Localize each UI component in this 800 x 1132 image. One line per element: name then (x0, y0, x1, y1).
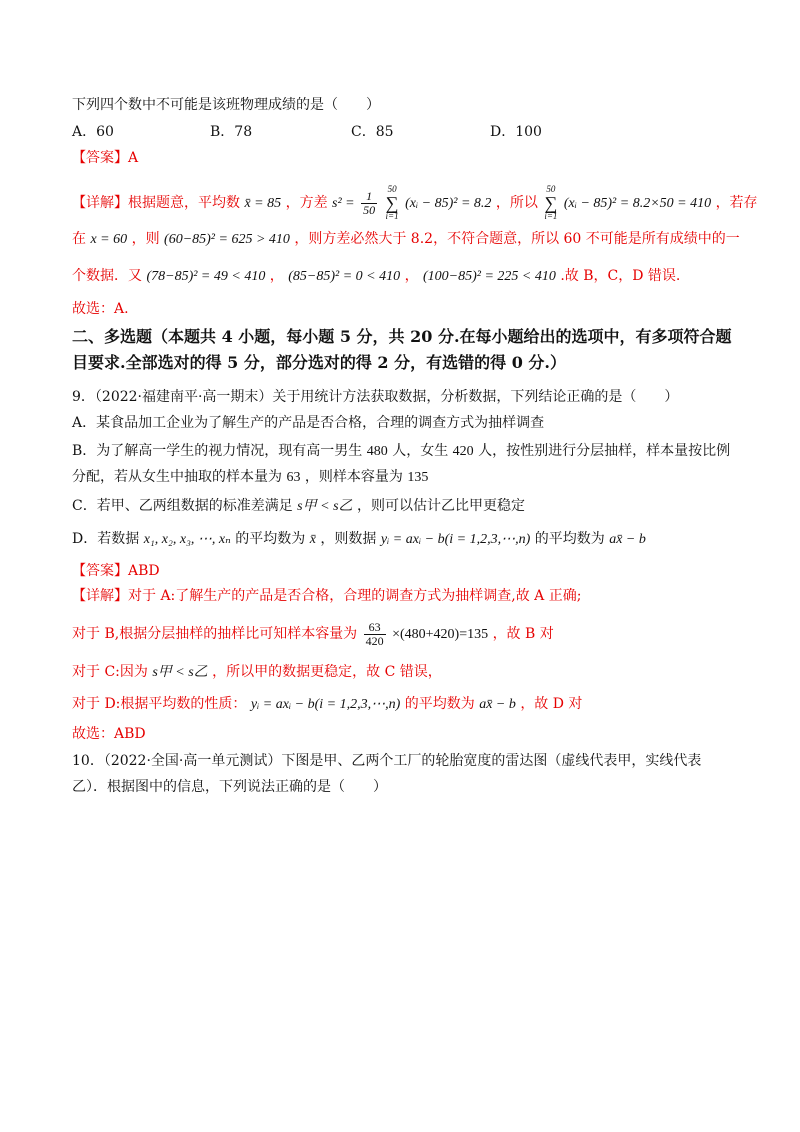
q8-detail2-text-b: ，则 (131, 231, 160, 247)
q9-optc-text-a: C．若甲、乙两组数据的标准差满足 (72, 498, 293, 514)
q8-detail2-math2: (60−85)² = 625 > 410 (164, 232, 290, 247)
q8-detail1-sum (386, 185, 399, 221)
q9-option-c (72, 496, 740, 517)
q9-optb-num2: 420 (452, 444, 474, 459)
q8-detail1-text-a: 【详解】根据题意，平均数 (72, 195, 240, 211)
q8-detail3-math1: (78−85)² = 49 < 410 (146, 269, 266, 284)
q8-detail1-text-b: ，方差 (285, 195, 328, 211)
q8-detail3-math3: (100−85)² = 225 < 410 (423, 269, 556, 284)
q9-optb-text-a: B．为了解高一学生的视力情况，现有高一男生 (72, 443, 363, 459)
q8-detail3-math2: (85−85)² = 0 < 410 (288, 269, 401, 284)
q8-option-c: C．85 (351, 124, 394, 140)
q9-detail-b (72, 620, 740, 649)
q9-detd-text-c: ，故 D 对 (520, 696, 583, 712)
q8-detail2-math1: x = 60 (90, 232, 128, 247)
fraction-numerator: 1 (361, 190, 377, 204)
q9-detail-c (72, 662, 740, 683)
q8-detail-line3 (72, 266, 740, 287)
q9-detb-math: ×(480+420)=135 (392, 627, 489, 642)
q9-optb-text-b: 人，女生 (392, 443, 449, 459)
q8-option-a: A．60 (72, 124, 114, 140)
q9-optb2-text-b: ，则样本容量为 (304, 469, 403, 485)
q8-detail1-sum2 (544, 185, 557, 221)
q9-optd-math2: x̄ (309, 532, 316, 547)
q9-detb-fraction (364, 621, 386, 648)
q8-option-b: B．78 (210, 124, 253, 140)
fraction-numerator: 63 (364, 621, 386, 635)
sigma-icon: ∑ (385, 193, 399, 213)
q9-detd-text-a: 对于 D:根据平均数的性质： (72, 696, 247, 712)
q8-detail2-text-a: 在 (72, 231, 86, 247)
q8-detail1-expr2: (xᵢ − 85)² = 8.2×50 = 410 (563, 196, 712, 211)
q8-detail1-fraction (361, 190, 377, 217)
q10-stem-line2: 乙）．根据图中的信息，下列说法正确的是（ ） (72, 779, 387, 795)
q8-detail-line1 (72, 184, 758, 221)
q9-optd-text-d: 的平均数为 (534, 531, 605, 547)
q9-optd-math1: x₁, x₂, x₃, ⋯, xₙ (143, 532, 231, 547)
q8-detail3-text-b: .故 B，C，D 错误. (560, 268, 681, 284)
q8-detail1-text-c: ，所以 (495, 195, 538, 211)
q9-optb2-text-a: 分配，若从女生中抽取的样本量为 (72, 469, 282, 485)
q9-option-b-line1 (72, 441, 740, 462)
q8-detail1-mean: x̄ = 85 (244, 196, 282, 211)
q9-optb-text-c: 人，按性别进行分层抽样，样本量按比例 (478, 443, 731, 459)
q9-optd-text-c: ，则数据 (320, 531, 377, 547)
q8-conclusion: 故选：A. (72, 301, 129, 317)
q9-option-a: A．某食品加工企业为了解生产的产品是否合格，合理的调查方式为抽样调查 (72, 415, 545, 431)
q8-stem: 下列四个数中不可能是该班物理成绩的是（ ） (72, 97, 380, 113)
q8-detail3-sep1: ， (269, 268, 284, 284)
q8-detail3-sep2: ， (404, 268, 419, 284)
section-heading-multiple-choice: 二、多选题（本题共 4 小题，每小题 5 分，共 20 分.在每小题给出的选项中，有多项符合题目要求.全部选对的得 5 分，部分选对的得 2 分，有选错的得 0 分.） (72, 327, 732, 372)
q9-detb-text-b: ，故 B 对 (492, 626, 554, 642)
q9-stem: 9．（2022·福建南平·高一期末）关于用统计方法获取数据，分析数据，下列结论正确的是（ ） (72, 389, 679, 405)
fraction-denominator: 420 (365, 633, 384, 648)
q9-detd-math: yᵢ = axᵢ − b(i = 1,2,3,⋯,n) (250, 697, 401, 712)
q9-optd-math3: yᵢ = axᵢ − b(i = 1,2,3,⋯,n) (380, 532, 531, 547)
q8-detail1-text-d: ，若存 (715, 195, 758, 211)
q9-detc-text-b: ，所以甲的数据更稳定，故 C 错误， (212, 664, 442, 680)
sum-lower: i=1 (385, 211, 399, 221)
q9-option-d (72, 529, 740, 550)
q8-detail-line2 (72, 229, 740, 250)
q9-answer: 【答案】ABD (72, 563, 160, 579)
q9-detc-text-a: 对于 C:因为 (72, 664, 148, 680)
q9-detd-math2: ax̄ − b (479, 697, 516, 712)
q8-answer: 【答案】A (72, 150, 139, 166)
q8-detail3-text-a: 个数据．又 (72, 268, 142, 284)
q9-detail-a: 【详解】对于 A:了解生产的产品是否合格，合理的调查方式为抽样调查,故 A 正确; (72, 588, 582, 604)
q8-detail2-text-c: ，则方差必然大于 8.2，不符合题意，所以 60 不可能是所有成绩中的一 (294, 231, 740, 247)
q9-optd-text-a: D．若数据 (72, 531, 140, 547)
q9-optc-math: s甲 < s乙 (297, 499, 353, 514)
sum-upper: 50 (546, 184, 556, 194)
q9-optc-text-b: ，则可以估计乙比甲更稳定 (356, 498, 525, 514)
q9-optb2-num2: 135 (407, 470, 429, 485)
q9-optb-num1: 480 (366, 444, 388, 459)
q8-option-d: D．100 (490, 124, 542, 140)
q9-detail-d (72, 694, 740, 715)
q10-stem-line1: 10．（2022·全国·高一单元测试）下图是甲、乙两个工厂的轮胎宽度的雷达图（虚线代表甲，实线代表 (72, 753, 702, 769)
sigma-icon: ∑ (544, 193, 558, 213)
q9-detd-text-b: 的平均数为 (404, 696, 475, 712)
q9-option-b-line2 (72, 467, 740, 488)
q9-optd-text-b: 的平均数为 (235, 531, 306, 547)
q8-detail1-variance: s² = (332, 196, 355, 211)
q8-detail1-expr: (xᵢ − 85)² = 8.2 (405, 196, 492, 211)
q9-detb-text-a: 对于 B,根据分层抽样的抽样比可知样本容量为 (72, 626, 358, 642)
q9-detc-math: s甲 < s乙 (152, 665, 208, 680)
fraction-denominator: 50 (363, 202, 376, 217)
q9-optb2-num: 63 (286, 470, 301, 485)
sum-upper: 50 (387, 184, 397, 194)
sum-lower: i=1 (544, 211, 558, 221)
q9-final: 故选：ABD (72, 726, 146, 742)
q9-optd-math4: ax̄ − b (609, 532, 646, 547)
